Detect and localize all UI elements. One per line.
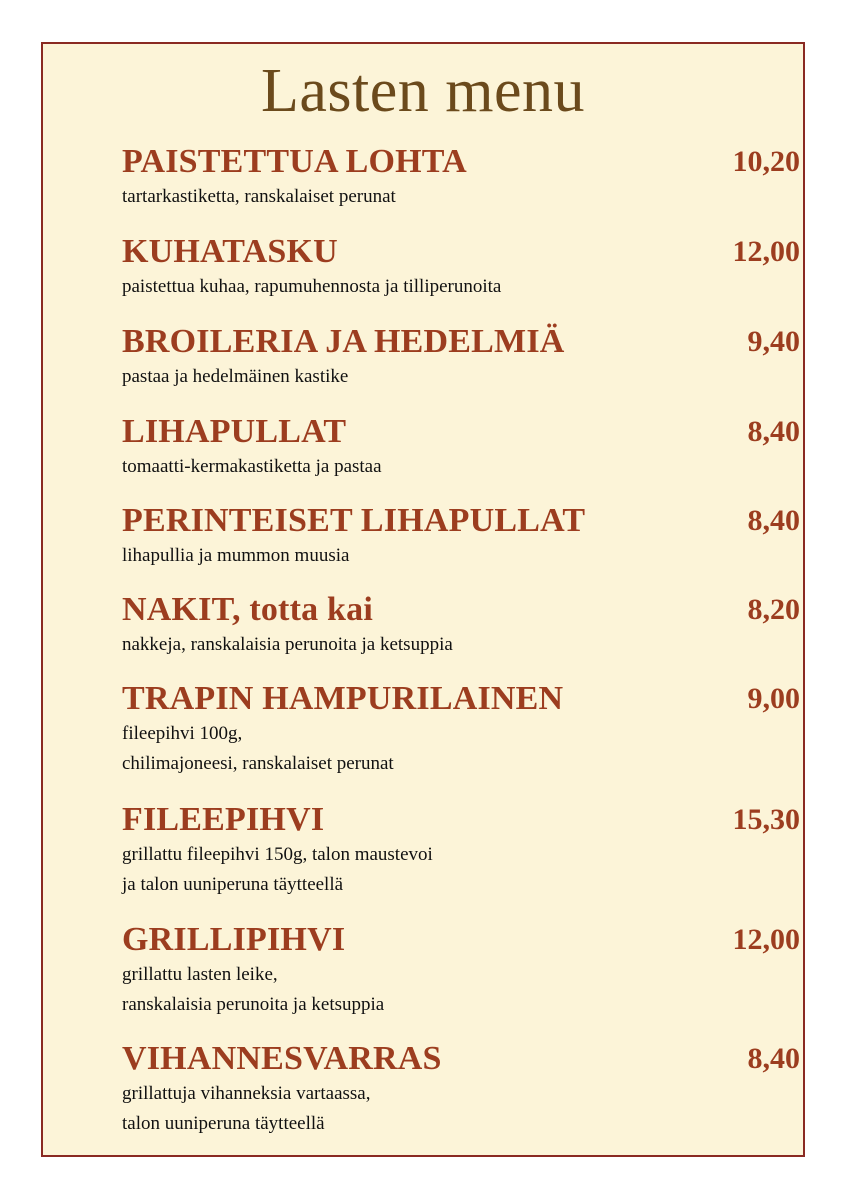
menu-item-grillipihvi: [122, 920, 800, 1020]
item-description-line: nakkeja, ranskalaisia perunoita ja ketsuppia: [122, 634, 453, 655]
item-description-line: ranskalaisia perunoita ja ketsuppia: [122, 994, 385, 1015]
item-name: FILEEPIHVI: [122, 801, 325, 838]
item-name: PERINTEISET LIHAPULLAT: [122, 502, 586, 539]
item-price: 9,40: [747, 325, 800, 358]
item-description-line: chilimajoneesi, ranskalaiset perunat: [122, 753, 394, 774]
item-price: 12,00: [732, 923, 800, 956]
item-price: 8,40: [747, 415, 800, 448]
item-price: 15,30: [732, 803, 800, 836]
menu-item-fileepihvi: [122, 800, 800, 900]
menu-item-paistettua-lohta: [122, 142, 800, 212]
item-description-line: talon uuniperuna täytteellä: [122, 1113, 325, 1134]
menu-item-nakit: [122, 590, 800, 660]
item-description-line: grillattuja vihanneksia vartaassa,: [122, 1083, 371, 1104]
item-description-line: fileepihvi 100g,: [122, 723, 243, 744]
item-price: 12,00: [732, 235, 800, 268]
item-description-line: lihapullia ja mummon muusia: [122, 545, 350, 566]
menu-item-broileria-ja-hedelmia: [122, 322, 800, 392]
item-description-line: tomaatti-kermakastiketta ja pastaa: [122, 456, 382, 477]
menu-item-perinteiset-lihapullat: [122, 501, 800, 571]
item-price: 8,20: [747, 593, 800, 626]
item-name: GRILLIPIHVI: [122, 921, 346, 958]
menu-card: [41, 42, 805, 1157]
menu-item-trapin-hampurilainen: [122, 679, 800, 779]
item-description-line: grillattu fileepihvi 150g, talon maustevoi: [122, 844, 433, 865]
menu-title: Lasten menu: [260, 57, 585, 125]
item-description-line: grillattu lasten leike,: [122, 964, 278, 985]
item-price: 8,40: [747, 1042, 800, 1075]
item-name: TRAPIN HAMPURILAINEN: [122, 680, 564, 717]
item-price: 8,40: [747, 504, 800, 537]
item-name: KUHATASKU: [122, 233, 338, 270]
item-name: BROILERIA JA HEDELMIÄ: [122, 323, 565, 360]
item-description-line: ja talon uuniperuna täytteellä: [122, 874, 344, 895]
item-price: 10,20: [732, 145, 800, 178]
item-name: PAISTETTUA LOHTA: [122, 143, 467, 180]
menu-item-kuhatasku: [122, 232, 800, 302]
item-price: 9,00: [747, 682, 800, 715]
item-description-line: pastaa ja hedelmäinen kastike: [122, 366, 349, 387]
item-name: LIHAPULLAT: [122, 413, 347, 450]
item-name: NAKIT, totta kai: [122, 591, 373, 628]
item-description-line: tartarkastiketta, ranskalaiset perunat: [122, 186, 396, 207]
menu-item-vihannesvarras: [122, 1039, 800, 1139]
menu-item-lihapullat: [122, 412, 800, 482]
item-name: VIHANNESVARRAS: [122, 1040, 442, 1077]
item-description-line: paistettua kuhaa, rapumuhennosta ja tilliperunoita: [122, 276, 502, 297]
